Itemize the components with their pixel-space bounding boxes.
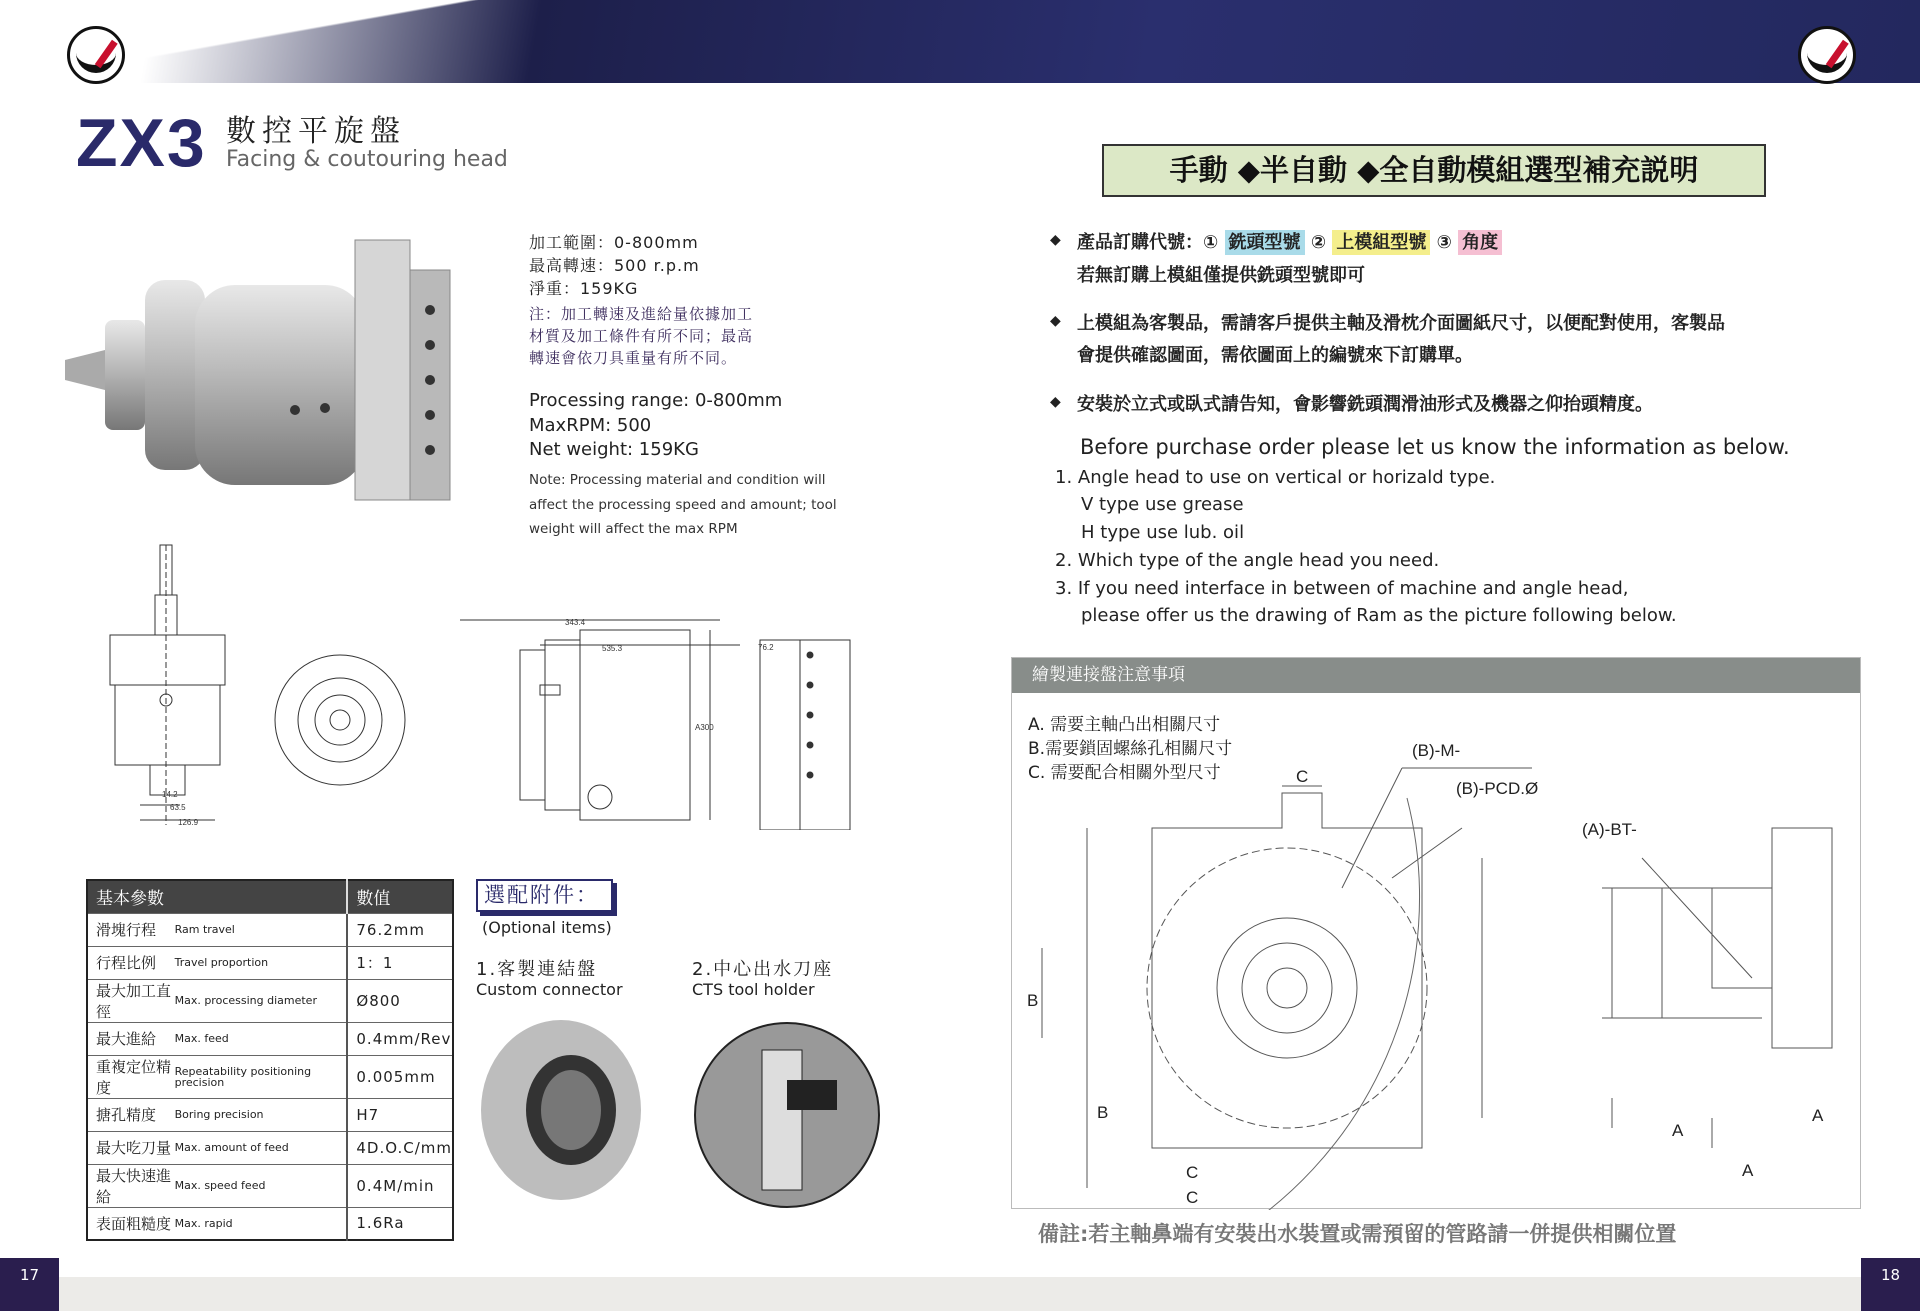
param-value: 0.005mm xyxy=(347,1055,453,1098)
spec-table xyxy=(86,879,454,1241)
table-row xyxy=(87,913,453,946)
label-c: C xyxy=(1186,1163,1199,1182)
cts-holder-photo xyxy=(692,1020,882,1210)
table-header-value: 數值 xyxy=(347,880,453,913)
label-a: A xyxy=(1812,1106,1824,1125)
number-2: ② xyxy=(1310,232,1327,253)
diamond-bullet-icon: ◆ xyxy=(1050,313,1061,329)
custom-connector-photo xyxy=(476,1015,646,1205)
option-1-en: Custom connector xyxy=(476,980,623,999)
param-value: 76.2mm xyxy=(347,913,453,946)
dim-126: 126.9 xyxy=(178,818,199,827)
order-code-note: 若無訂購上模組僅提供銑頭型號即可 xyxy=(1077,265,1365,286)
param-value: 0.4mm/Rev xyxy=(347,1022,453,1055)
label-bpcd: (B)-PCD.Ø xyxy=(1456,779,1539,798)
en-intro: Before purchase order please let us know the information as below. xyxy=(1080,435,1790,459)
param-en: Travel proportion xyxy=(175,946,348,979)
option-2-en: CTS tool holder xyxy=(692,980,815,999)
spec-en-1: MaxRPM: 500 xyxy=(529,415,652,436)
label-a: A xyxy=(1672,1121,1684,1140)
en-item-3: 3. If you need interface in between of machine and angle head, xyxy=(1055,578,1629,599)
param-value: 1.6Ra xyxy=(347,1207,453,1240)
param-cn: 最大吃刀量 xyxy=(87,1131,175,1164)
dim-63: 63.5 xyxy=(170,803,186,812)
param-value: Ø800 xyxy=(347,979,453,1022)
right-page-title: 手動 ◆半自動 ◆全自動模組選型補充説明 xyxy=(1102,144,1766,197)
param-value: 0.4M/min xyxy=(347,1164,453,1207)
param-en: Ram travel xyxy=(175,913,348,946)
panel-title: 繪製連接盤注意事項 xyxy=(1012,658,1860,693)
panel-item-b: B.需要鎖固螺絲孔相關尺寸 xyxy=(1028,739,1233,759)
top-banner xyxy=(0,0,1920,83)
title-en: Facing & coutouring head xyxy=(226,147,508,172)
label-abt: (A)-BT- xyxy=(1582,820,1637,839)
param-cn: 重複定位精度 xyxy=(87,1055,175,1098)
diamond-bullet-icon: ◆ xyxy=(1050,394,1061,410)
label-a: A xyxy=(1742,1161,1754,1180)
note-cn-2: 轉速會依刀具重量有所不同。 xyxy=(529,349,738,367)
label-c: C xyxy=(1186,1188,1199,1207)
table-row xyxy=(87,1131,453,1164)
param-value: 4D.O.C/mm xyxy=(347,1131,453,1164)
label-b: B xyxy=(1027,991,1039,1010)
tag-head-model: 銑頭型號 xyxy=(1225,230,1305,255)
table-row xyxy=(87,1098,453,1131)
panel-item-a: A. 需要主軸凸出相關尺寸 xyxy=(1028,715,1221,735)
param-en: Max. feed xyxy=(175,1022,348,1055)
table-row xyxy=(87,1207,453,1240)
company-logo-left xyxy=(67,26,125,84)
option-2-cn: 2.中心出水刀座 xyxy=(692,959,834,980)
spec-en-2: Net weight: 159KG xyxy=(529,439,699,460)
page-number-left: 17 xyxy=(0,1258,59,1311)
param-cn: 滑塊行程 xyxy=(87,913,175,946)
table-row xyxy=(87,1022,453,1055)
table-row xyxy=(87,1055,453,1098)
param-en: Max. processing diameter xyxy=(175,979,348,1022)
note-en-2: weight will affect the max RPM xyxy=(529,521,738,537)
en-item-2: 2. Which type of the angle head you need. xyxy=(1055,550,1440,571)
model-name: ZX3 xyxy=(76,105,207,181)
spec-cn-2: 淨重：159KG xyxy=(529,279,639,298)
options-title: 選配附件： xyxy=(476,879,613,912)
note-cn-1: 材質及加工條件有所不同；最高 xyxy=(529,327,754,345)
param-cn: 行程比例 xyxy=(87,946,175,979)
table-row xyxy=(87,946,453,979)
en-item-1: 1. Angle head to use on vertical or horizald type. xyxy=(1055,467,1496,488)
param-cn: 最大進給 xyxy=(87,1022,175,1055)
en-item-1a: V type use grease xyxy=(1081,494,1244,515)
param-cn: 表面粗糙度 xyxy=(87,1207,175,1240)
param-cn: 最大加工直徑 xyxy=(87,979,175,1022)
spec-cn-1: 最高轉速：500 r.p.m xyxy=(529,256,700,275)
spec-en-0: Processing range: 0-800mm xyxy=(529,390,783,411)
label-bm: (B)-M- xyxy=(1412,741,1461,760)
order-code-line xyxy=(1077,228,1502,254)
table-row xyxy=(87,979,453,1022)
options-subtitle: (Optional items) xyxy=(482,918,612,937)
dim-a300: A300 xyxy=(695,723,714,732)
product-photo xyxy=(55,230,475,510)
param-en: Repeatability positioning precision xyxy=(175,1055,348,1098)
param-en: Max. rapid xyxy=(175,1207,348,1240)
en-item-1b: H type use lub. oil xyxy=(1081,522,1245,543)
bullet3: 安裝於立式或臥式請告知，會影響銑頭潤滑油形式及機器之仰抬頭精度。 xyxy=(1077,394,1653,415)
param-cn: 搪孔精度 xyxy=(87,1098,175,1131)
connector-notes-panel xyxy=(1011,657,1861,1209)
remark-note: 備註:若主軸鼻端有安裝出水裝置或需預留的管路請一併提供相關位置 xyxy=(1038,1222,1677,1246)
dim-343: 343.4 xyxy=(565,618,586,627)
bullet2-line2: 會提供確認圖面，需依圖面上的編號來下訂購單。 xyxy=(1077,345,1473,366)
table-row xyxy=(87,1164,453,1207)
param-value: 1：1 xyxy=(347,946,453,979)
bullet2-line1: 上模組為客製品，需請客戶提供主軸及滑枕介面圖紙尺寸，以便配對使用，客製品 xyxy=(1077,313,1725,334)
page-number-right: 18 xyxy=(1861,1258,1920,1311)
tag-angle: 角度 xyxy=(1458,230,1502,255)
dim-14: 14.2 xyxy=(162,790,178,799)
footer-band xyxy=(59,1277,1861,1311)
dim-76: 76.2 xyxy=(758,643,774,652)
dim-535: 535.3 xyxy=(602,644,623,653)
option-1-cn: 1.客製連結盤 xyxy=(476,959,598,980)
note-cn-0: 注：加工轉速及進給量依據加工 xyxy=(529,305,754,323)
param-value: H7 xyxy=(347,1098,453,1131)
table-header-param: 基本參數 xyxy=(87,880,347,913)
label-b: B xyxy=(1097,1103,1109,1122)
tag-module-model: 上模組型號 xyxy=(1332,230,1430,255)
panel-item-c: C. 需要配合相關外型尺寸 xyxy=(1028,763,1221,783)
label-c: C xyxy=(1296,767,1309,786)
company-logo-right xyxy=(1798,26,1856,84)
en-item-3a: please offer us the drawing of Ram as the picture following below. xyxy=(1081,605,1677,626)
connector-drawing xyxy=(1012,658,1862,1210)
param-cn: 最大快速進給 xyxy=(87,1164,175,1207)
order-code-prefix: 產品訂購代號：① xyxy=(1077,232,1219,253)
spec-cn-0: 加工範圍：0-800mm xyxy=(529,233,699,252)
diamond-bullet-icon: ◆ xyxy=(1050,232,1061,248)
param-en: Max. speed feed xyxy=(175,1164,348,1207)
number-3: ③ xyxy=(1436,232,1452,253)
technical-drawings xyxy=(100,535,900,830)
note-en-1: affect the processing speed and amount; tool xyxy=(529,497,837,513)
note-en-0: Note: Processing material and condition will xyxy=(529,472,826,488)
param-en: Boring precision xyxy=(175,1098,348,1131)
param-en: Max. amount of feed xyxy=(175,1131,348,1164)
title-cn: 數控平旋盤 xyxy=(226,114,406,149)
